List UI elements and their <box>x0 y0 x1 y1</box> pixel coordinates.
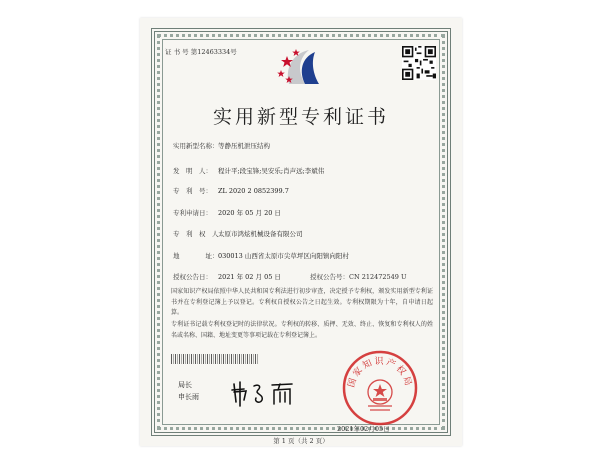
field-label: 地 址： <box>173 252 219 260</box>
field-value: 程计平;段宝锋;吴安乐;肖声远;李斌伟 <box>218 167 325 175</box>
seal-text: 国家知识产权局 <box>346 357 414 389</box>
field-label: 专 利 权 人： <box>173 230 225 238</box>
barcode <box>171 354 259 364</box>
qr-code-icon <box>402 46 436 80</box>
statement-paragraph-2: 专利证书记载专利权登记时的法律状况。专利权的转移、质押、无效、终止、恢复和专利权人的姓名或名称、国籍、地址变更等事项记载在专利登记簿上。 <box>171 321 433 339</box>
handwritten-signature <box>228 376 298 408</box>
field-inventors <box>173 166 324 175</box>
field-value: 等静压机泄压结构 <box>218 142 270 150</box>
field-value: 2020 年 05 月 20 日 <box>218 209 281 217</box>
director-title: 局长 <box>178 381 192 389</box>
field-value: 030013 山西省太原市尖草坪区向阳镇向阳村 <box>218 252 349 260</box>
field-label: 实用新型名称： <box>173 142 219 150</box>
seal-date: 2021年02月05日 <box>337 425 390 433</box>
field-grant-date <box>173 272 281 281</box>
grant-publication-number: 授权公告号：CN 212472549 U <box>310 273 407 281</box>
official-seal <box>340 348 420 428</box>
director-name: 申长雨 <box>178 393 199 401</box>
field-address <box>173 251 349 260</box>
field-patentee <box>173 229 303 238</box>
field-value: 太原市鸿炫机械设备有限公司 <box>218 230 303 238</box>
field-label: 专 利 号： <box>173 187 212 195</box>
field-value: 2021 年 02 月 05 日 <box>218 273 281 281</box>
patent-office-emblem-icon <box>275 40 327 92</box>
field-label: 专利申请日： <box>173 209 212 217</box>
certificate-number: 证 书 号 第12463334号 <box>165 48 237 56</box>
field-utility-model-name <box>173 141 270 150</box>
field-label: 发 明 人： <box>173 167 212 175</box>
patent-certificate <box>140 18 462 446</box>
field-label: 授权公告日： <box>173 273 212 281</box>
certificate-title: 实用新型专利证书 <box>212 106 389 128</box>
field-value: ZL 2020 2 0852399.7 <box>218 187 289 195</box>
field-patent-number <box>173 186 289 195</box>
field-application-date <box>173 208 281 217</box>
statement-paragraph-1: 国家知识产权局依照中华人民共和国专利法进行初步审查，决定授予专利权，颁发实用新型专利证书并在专利登记簿上予以登记。专利权自授权公告之日起生效。专利权期限为十年，自申请日起算。 <box>171 288 433 316</box>
page-footer: 第 1 页（共 2 页） <box>273 437 329 445</box>
